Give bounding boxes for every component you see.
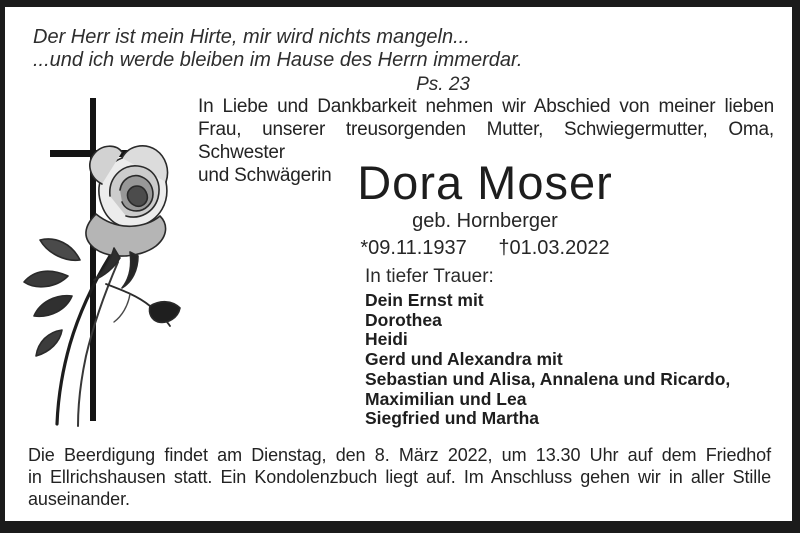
mourners-label: In tiefer Trauer:	[365, 266, 494, 287]
psalm-reference: Ps. 23	[416, 74, 470, 95]
mourner-line: Sebastian und Alisa, Annalena und Ricardo,	[365, 368, 731, 389]
intro-line: In Liebe und Dankbarkeit nehmen wir Abschied von meiner lieben	[198, 96, 774, 117]
psalm-quote-line: ...und ich werde bleiben im Hause des Herrn immerdar.	[33, 49, 523, 71]
mourner-line: Maximilian und Lea	[365, 388, 527, 409]
funeral-line: auseinander.	[28, 489, 130, 509]
life-dates	[190, 238, 780, 259]
birth-date: *09.11.1937	[360, 237, 467, 259]
mourner-line: Heidi	[365, 329, 408, 350]
mourner-line: Dein Ernst mit	[365, 290, 484, 310]
cross-and-rose-illustration	[10, 86, 200, 436]
funeral-line: in Ellrichshausen statt. Ein Kondolenzbuch liegt auf. Im Anschluss gehen wir in aller Stille	[28, 467, 771, 487]
mourner-line: Gerd und Alexandra mit	[365, 349, 563, 370]
funeral-notice	[28, 444, 771, 510]
psalm-quote-line: Der Herr ist mein Hirte, mir wird nichts mangeln...	[33, 26, 470, 48]
death-date: †01.03.2022	[498, 237, 610, 259]
mourner-line: Siegfried und Martha	[365, 408, 540, 429]
deceased-name: Dora Moser	[357, 156, 613, 209]
maiden-name: geb. Hornberger	[412, 210, 558, 232]
intro-line: Frau, unserer treusorgenden Mutter, Schwiegermutter, Oma, Schwester	[198, 119, 774, 163]
mourners-block	[365, 266, 785, 429]
funeral-line: Die Beerdigung findet am Dienstag, den 8. März 2022, um 13.30 Uhr auf dem Friedhof	[28, 445, 771, 465]
deceased-block	[190, 158, 780, 259]
rose-icon	[24, 146, 180, 426]
mourner-line: Dorothea	[365, 309, 442, 330]
intro-line: und Schwägerin	[198, 165, 332, 186]
